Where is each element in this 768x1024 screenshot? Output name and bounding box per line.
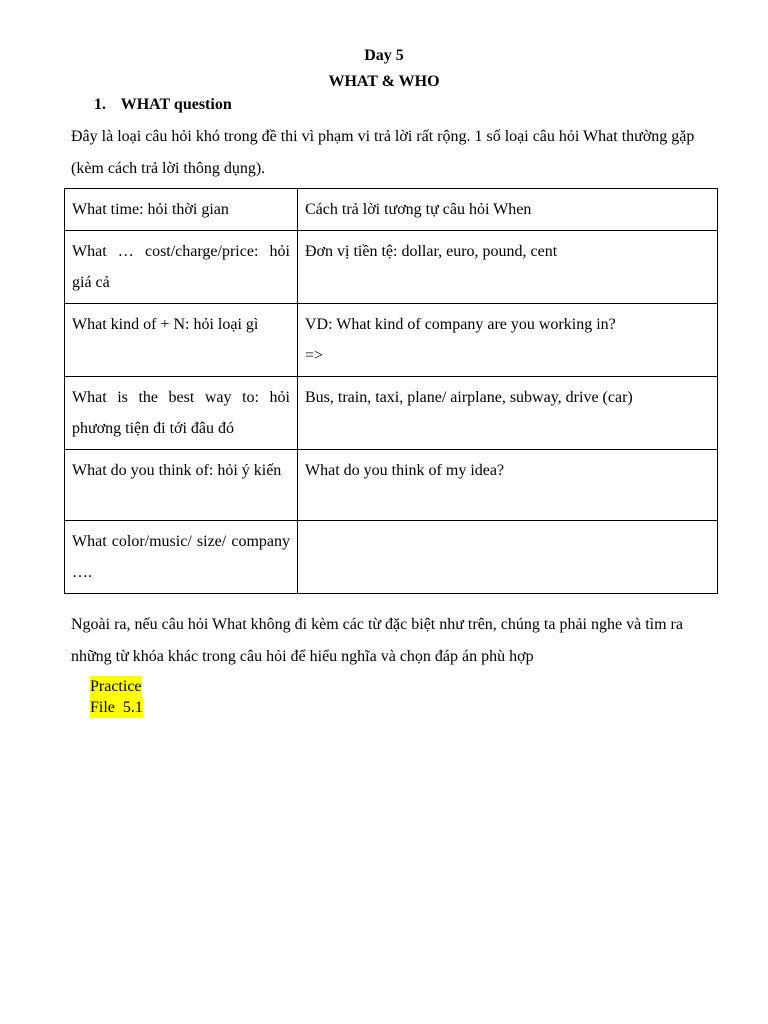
answer-text: What do you think of my idea? — [305, 462, 505, 479]
answer-cell — [298, 377, 718, 450]
what-question-table — [64, 188, 718, 594]
page-title: Day 5 — [364, 47, 404, 64]
section-number: 1. — [94, 96, 106, 113]
answer-cell — [298, 231, 718, 304]
answer-cell — [298, 304, 718, 377]
answer-text: Cách trả lời tương tự câu hỏi When — [305, 201, 532, 218]
table-row — [65, 231, 718, 304]
practice-file-label: File 5.1 — [90, 699, 143, 716]
table-row — [65, 377, 718, 450]
question-type-cell: What color/music/ size/ company …. — [65, 521, 298, 594]
answer-cell — [298, 450, 718, 521]
answer-arrow: => — [305, 347, 324, 364]
table-row — [65, 189, 718, 231]
answer-text: VD: What kind of company are you working in? — [305, 316, 616, 333]
intro-paragraph: Đây là loại câu hỏi khó trong đề thi vì phạm vi trả lời rất rộng. 1 số loại câu hỏi What thường gặp (kèm cách trả lời thông dụng). — [71, 128, 695, 177]
practice-label: Practice — [90, 678, 142, 695]
answer-cell — [298, 189, 718, 231]
section-heading — [94, 96, 232, 114]
outro-paragraph: Ngoài ra, nếu câu hỏi What không đi kèm các từ đặc biệt như trên, chúng ta phải nghe và tìm ra những từ khóa khác trong câu hỏi để hiểu nghĩa và chọn đáp án phù hợp — [71, 616, 683, 665]
section-title: WHAT question — [120, 96, 232, 113]
answer-cell — [298, 521, 718, 594]
question-type-cell: What time: hỏi thời gian — [65, 189, 298, 231]
practice-note — [90, 676, 143, 718]
question-type-cell: What kind of + N: hỏi loại gì — [65, 304, 298, 377]
question-type-cell: What is the best way to: hỏi phương tiện đi tới đâu đó — [65, 377, 298, 450]
answer-text: Đơn vị tiền tệ: dollar, euro, pound, cent — [305, 243, 558, 260]
page-subtitle: WHAT & WHO — [328, 73, 440, 90]
table-row — [65, 304, 718, 377]
table-row — [65, 450, 718, 521]
question-type-cell: What do you think of: hỏi ý kiến — [65, 450, 298, 521]
answer-text: Bus, train, taxi, plane/ airplane, subway, drive (car) — [305, 389, 633, 406]
question-type-cell: What … cost/charge/price: hỏi giá cả — [65, 231, 298, 304]
table-row — [65, 521, 718, 594]
